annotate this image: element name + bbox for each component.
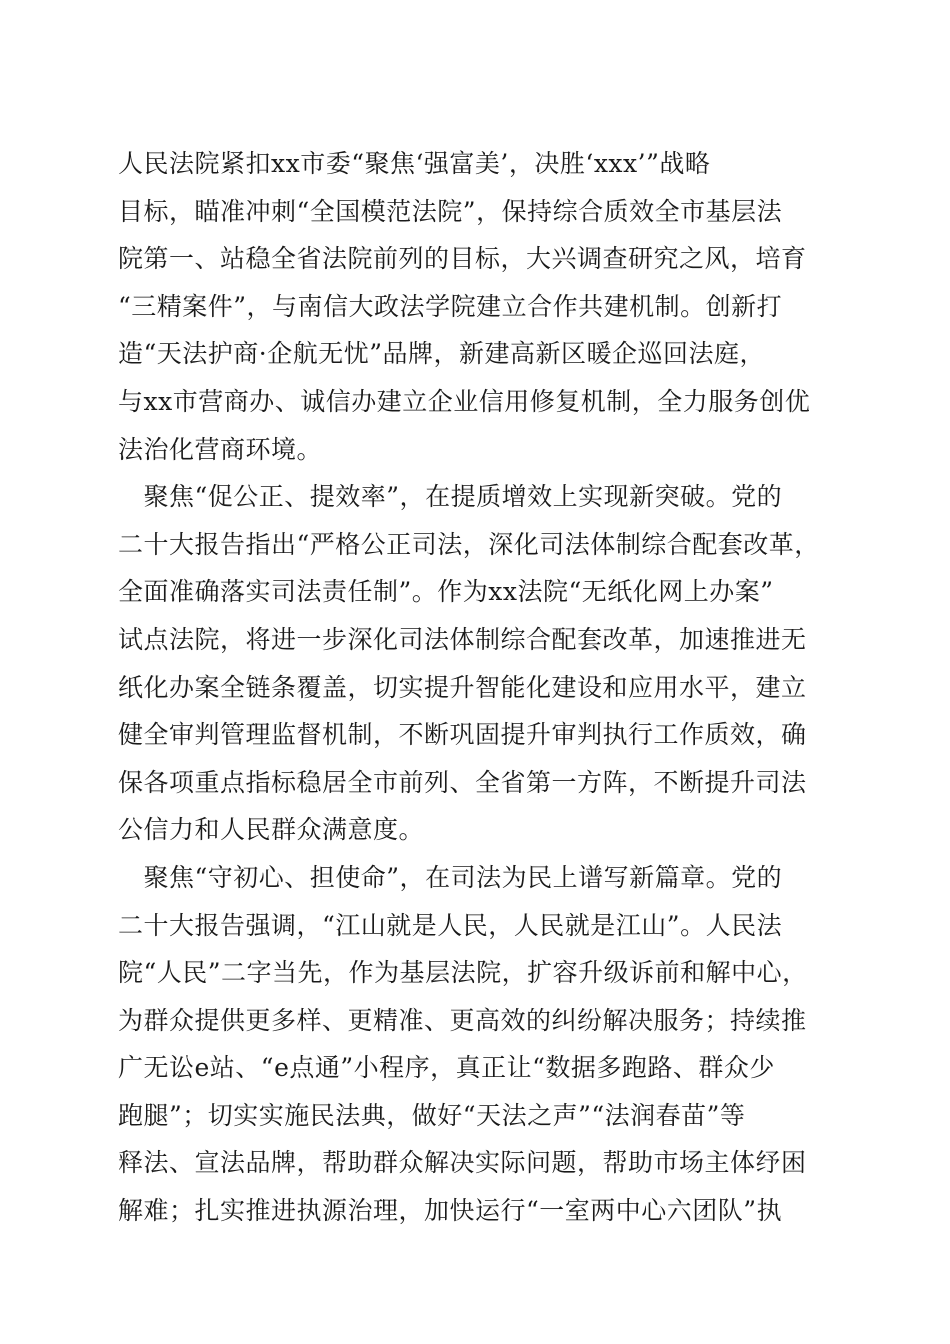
text-line: 院“人民”二字当先，作为基层法院，扩容升级诉前和解中心， <box>118 958 808 988</box>
text-line: 聚焦“守初心、担使命”，在司法为民上谱写新篇章。党的 <box>118 862 783 892</box>
text-line: 与xx市营商办、诚信办建立企业信用修复机制，全力服务创优 <box>118 386 811 416</box>
text-line: “三精案件”，与南信大政法学院建立合作共建机制。创新打 <box>118 291 783 321</box>
text-line: 公信力和人民群众满意度。 <box>118 815 425 845</box>
text-line: 试点法院，将进一步深化司法体制综合配套改革，加速推进无 <box>118 624 807 654</box>
text-line: 聚焦“促公正、提效率”，在提质增效上实现新突破。党的 <box>118 482 783 512</box>
text-line: 人民法院紧扣xx市委“聚焦‘强富美’，决胜‘xxx’”战略 <box>118 149 711 178</box>
text-line: 健全审判管理监督机制，不断巩固提升审判执行工作质效，确 <box>118 720 807 750</box>
document-body <box>118 140 838 1235</box>
text-line: 全面准确落实司法责任制”。作为xx法院“无纸化网上办案” <box>118 577 774 607</box>
text-line: 保各项重点指标稳居全市前列、全省第一方阵，不断提升司法 <box>118 767 807 797</box>
text-line: 广无讼e站、“e点通”小程序，真正让“数据多跑路、群众少 <box>118 1053 775 1083</box>
text-line: 二十大报告指出“严格公正司法，深化司法体制综合配套改革， <box>118 529 820 559</box>
text-line: 造“天法护商·企航无忧”品牌，新建高新区暖企巡回法庭， <box>118 339 766 369</box>
text-line: 纸化办案全链条覆盖，切实提升智能化建设和应用水平，建立 <box>118 672 807 702</box>
text-line: 解难；扎实推进执源治理，加快运行“一室两中心六团队”执 <box>118 1196 783 1226</box>
text-line: 法治化营商环境。 <box>118 434 323 464</box>
text-line: 院第一、站稳全省法院前列的目标，大兴调查研究之风，培育 <box>118 244 807 274</box>
text-line: 二十大报告强调，“江山就是人民，人民就是江山”。人民法 <box>118 910 783 940</box>
text-line: 目标，瞄准冲刺“全国模范法院”，保持综合质效全市基层法 <box>118 196 783 226</box>
text-line: 跑腿”；切实实施民法典，做好“天法之声”“法润春苗”等 <box>118 1100 746 1130</box>
text-line: 释法、宣法品牌，帮助群众解决实际问题，帮助市场主体纾困 <box>118 1148 807 1178</box>
text-line: 为群众提供更多样、更精准、更高效的纠纷解决服务；持续推 <box>118 1005 807 1035</box>
